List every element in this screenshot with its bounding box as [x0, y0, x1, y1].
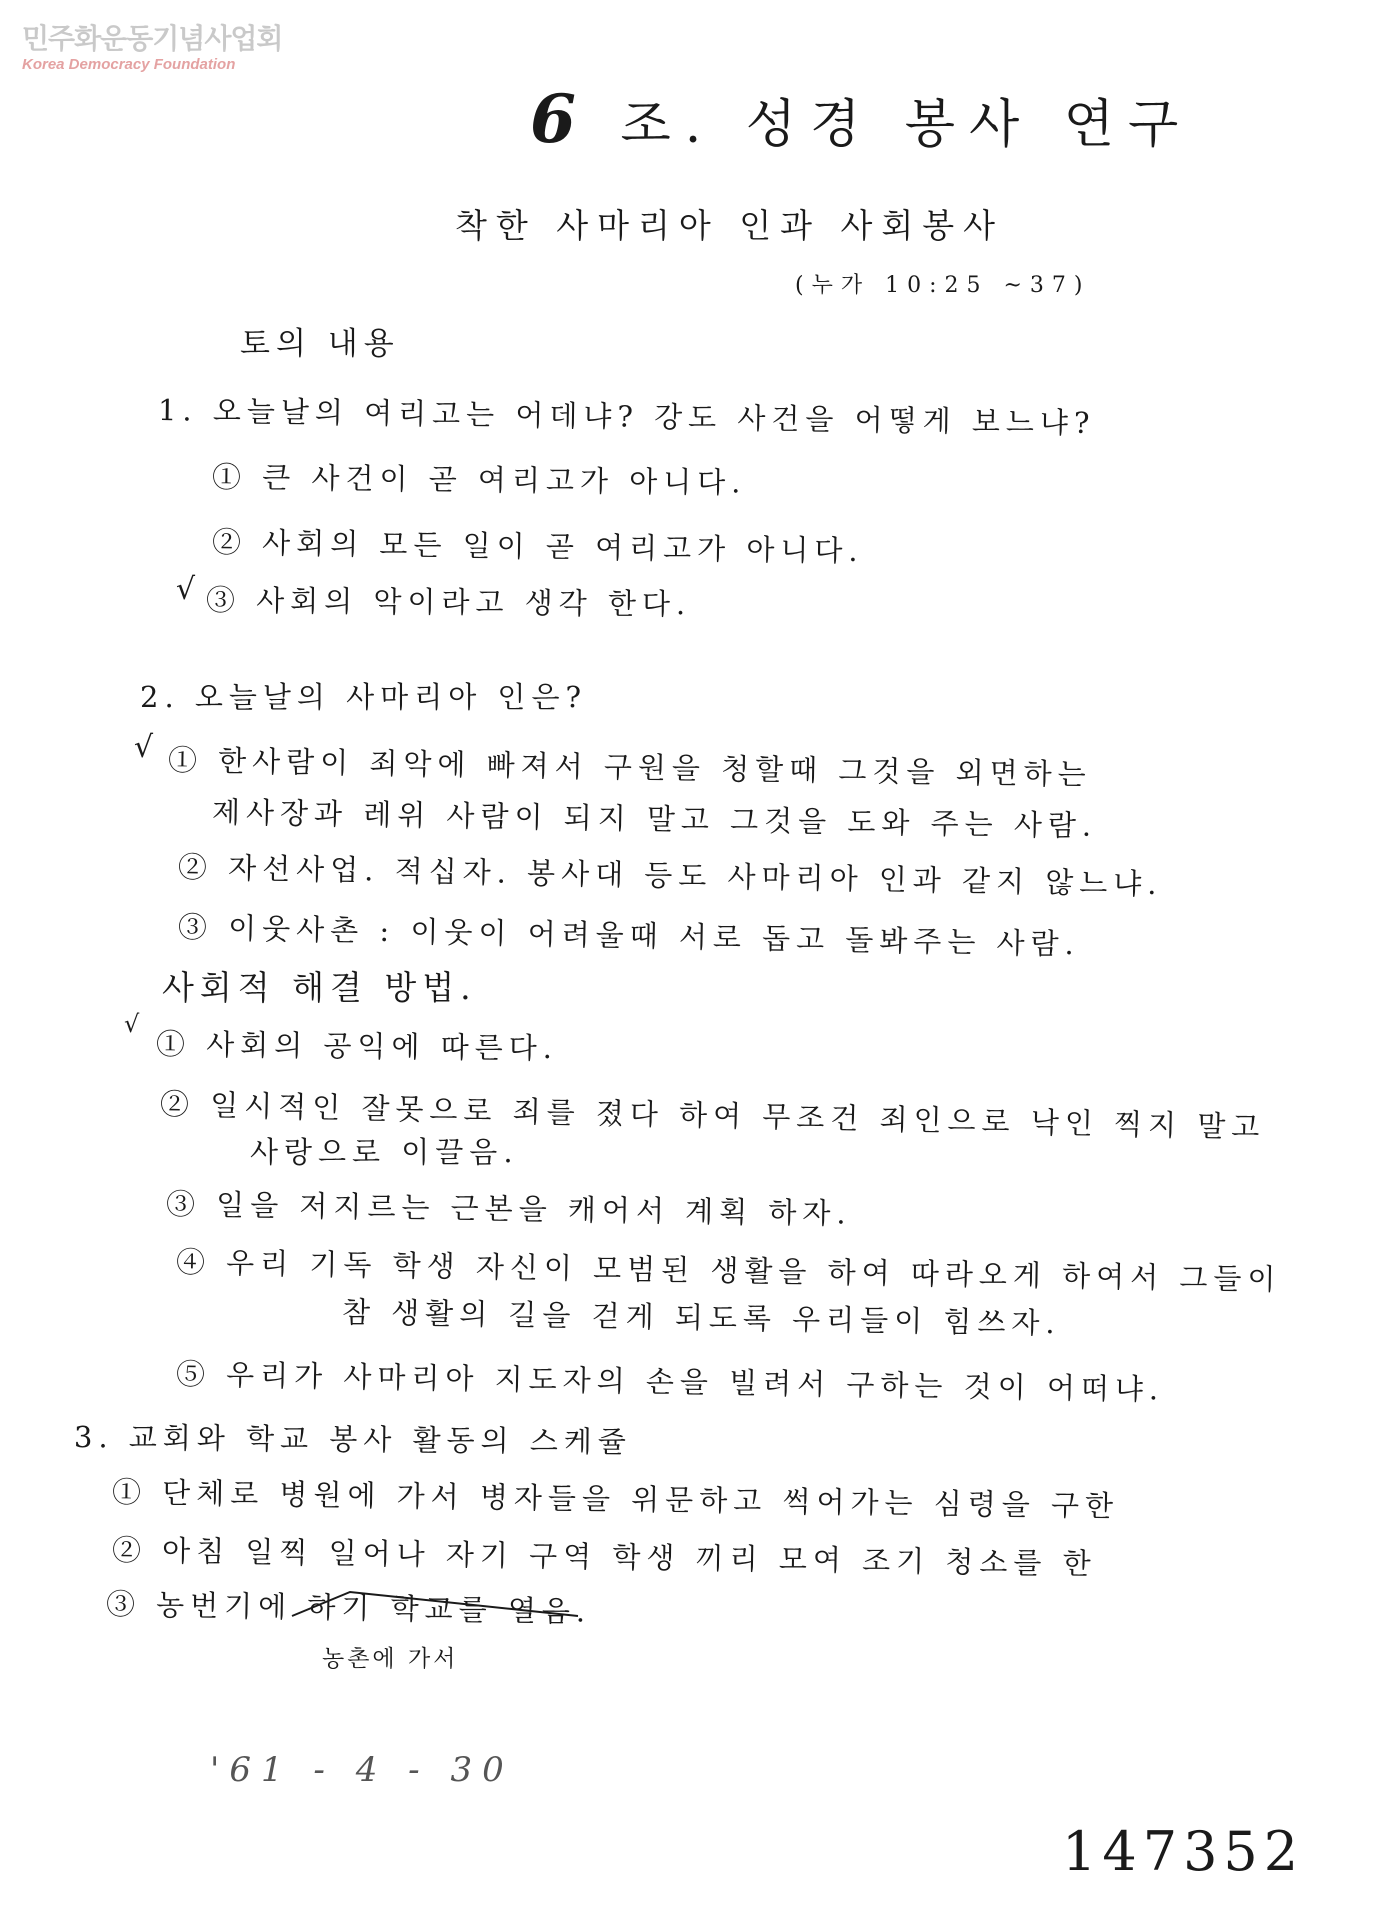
solution-2: ② 일시적인 잘못으로 죄를 졌다 하여 무조건 죄인으로 낙인 찍지 말고	[159, 1087, 1266, 1145]
answer-2-3: ③ 이웃사촌 : 이웃이 어려울때 서로 돕고 돌봐주는 사람.	[177, 910, 1081, 962]
schedule-1: ① 단체로 병원에 가서 병자들을 위문하고 썩어가는 심령을 구한	[111, 1475, 1120, 1524]
solution-5: ⑤ 우리가 사마리아 지도자의 손을 빌려서 구하는 것이 어떠냐.	[175, 1357, 1165, 1407]
question-3: 3. 교회와 학교 봉사 활동의 스케쥴	[73, 1420, 633, 1459]
watermark-korean: 민주화운동기념사업회	[22, 22, 283, 55]
question-2: 2. 오늘날의 사마리아 인은?	[140, 680, 588, 714]
document-number: 147352	[1062, 1820, 1305, 1883]
scripture-reference: (누가 10:25 ~37)	[795, 273, 1091, 298]
answer-1-3: ③ 사회의 악이라고 생각 한다.	[205, 583, 692, 622]
answer-1-1: ① 큰 사건이 곧 여리고가 아니다.	[211, 460, 747, 500]
answer-2-1-cont: 제사장과 레위 사람이 되지 말고 그것을 도와 주는 사람.	[211, 795, 1098, 843]
insertion-note: 농촌에 가서	[322, 1646, 459, 1672]
schedule-3: ③ 농번기에 하기 학교를 열음.	[105, 1587, 592, 1629]
footer-date: '61 - 4 - 30	[210, 1750, 514, 1790]
solution-2-cont: 사랑으로 이끌음.	[250, 1135, 519, 1169]
solution-4-cont: 참 생활의 길을 걷게 되도록 우리들이 힘쓰자.	[341, 1295, 1061, 1341]
schedule-2: ② 아침 일찍 일어나 자기 구역 학생 끼리 모여 조기 청소를 한	[111, 1533, 1097, 1581]
page-title	[530, 80, 1192, 158]
solution-4: ④ 우리 기독 학생 자신이 모범된 생활을 하여 따라오게 하여서 그들이	[175, 1245, 1282, 1297]
social-solution-heading: 사회적 해결 방법.	[162, 968, 477, 1007]
title-text: 조. 성경 봉사 연구	[620, 95, 1193, 155]
answer-2-1: ① 한사람이 죄악에 빠져서 구원을 청할때 그것을 외면하는	[167, 743, 1092, 792]
answer-2-2: ② 자선사업. 적십자. 봉사대 등도 사마리아 인과 같지 않느냐.	[177, 850, 1163, 902]
group-number: 6	[530, 80, 590, 158]
subtitle: 착한 사마리아 인과 사회봉사	[455, 206, 1005, 245]
solution-1: ① 사회의 공익에 따른다.	[155, 1027, 559, 1066]
solution-3: ③ 일을 저지르는 근본을 캐어서 계획 하자.	[165, 1187, 852, 1231]
watermark-english: Korea Democracy Foundation	[22, 56, 236, 73]
check-mark-icon: √	[134, 730, 154, 765]
check-mark-icon: √	[176, 572, 196, 607]
check-mark-icon: √	[124, 1010, 140, 1038]
answer-1-2: ② 사회의 모든 일이 곧 여리고가 아니다.	[211, 525, 864, 569]
question-1: 1. 오늘날의 여리고는 어데냐? 강도 사건을 어떻게 보느냐?	[157, 393, 1096, 441]
insertion-caret-icon	[290, 1588, 580, 1618]
watermark	[22, 22, 302, 74]
section-heading: 토의 내용	[240, 326, 400, 362]
